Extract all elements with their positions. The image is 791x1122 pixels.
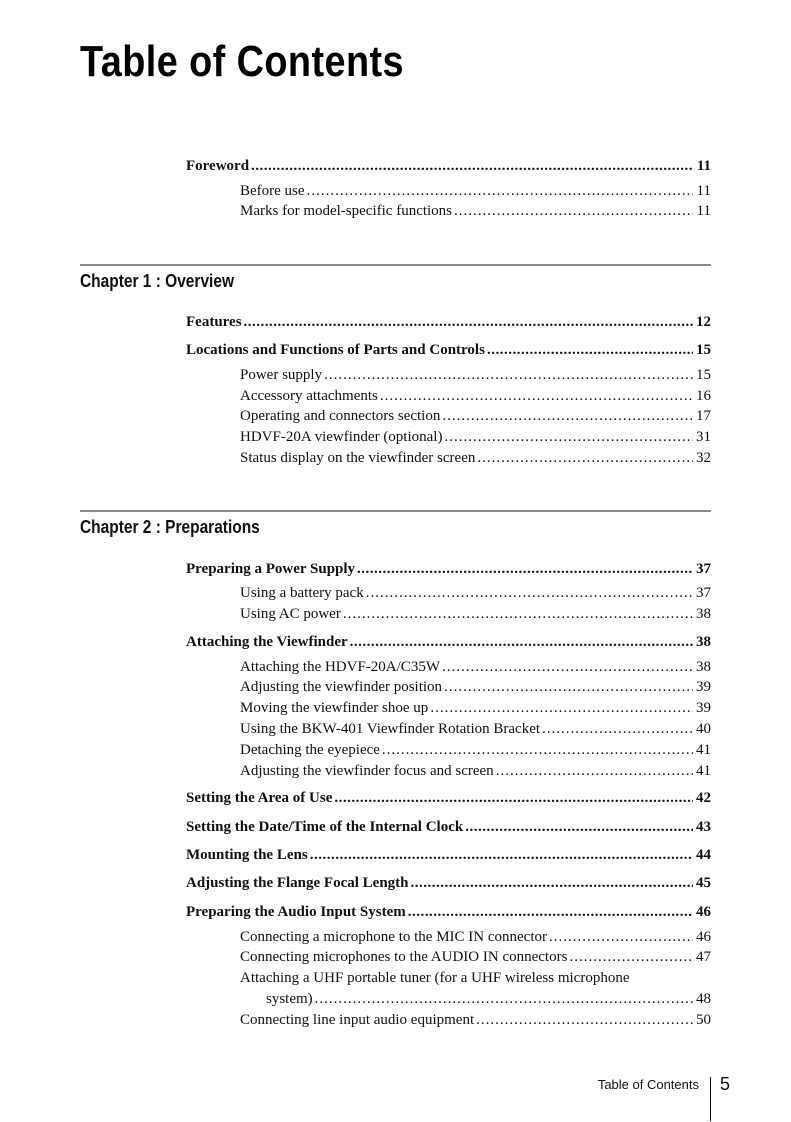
toc-page-number: 41 <box>696 763 711 779</box>
toc-entry-title: Attaching the Viewfinder <box>186 634 348 650</box>
toc-entry-before-use[interactable] <box>240 182 711 200</box>
toc-entry-attach-viewfinder[interactable] <box>186 633 711 651</box>
dot-leader <box>465 818 693 836</box>
dot-leader <box>357 560 693 578</box>
toc-entry-title: HDVF-20A viewfinder (optional) <box>240 429 443 445</box>
toc-entry-ac-power[interactable] <box>240 605 711 623</box>
toc-page-number: 44 <box>696 847 711 863</box>
footer-label: Table of Contents <box>597 1077 699 1092</box>
toc-page-number: 46 <box>696 904 711 920</box>
toc-entry-hdvf[interactable] <box>240 428 711 446</box>
toc-page-number: 39 <box>696 679 711 695</box>
toc-entry-title: Using a battery pack <box>240 585 364 601</box>
toc-entry-battery[interactable] <box>240 584 711 602</box>
toc-page-number: 42 <box>696 790 711 806</box>
toc-entry-title: Adjusting the Flange Focal Length <box>186 875 409 891</box>
toc-entry-title: Adjusting the viewfinder focus and screen <box>240 763 494 779</box>
dot-leader <box>310 846 693 864</box>
toc-entry-foreword[interactable] <box>186 157 711 175</box>
toc-entry-uhf-line1[interactable]: Attaching a UHF portable tuner (for a UHF wireless microphone <box>240 970 630 986</box>
chapter-divider <box>80 264 711 266</box>
dot-leader <box>454 202 693 220</box>
dot-leader <box>343 605 693 623</box>
toc-page-number: 11 <box>696 183 711 199</box>
toc-page-number: 50 <box>696 1012 711 1028</box>
toc-page-number: 15 <box>696 342 711 358</box>
dot-leader <box>366 584 693 602</box>
toc-page-number: 39 <box>696 700 711 716</box>
toc-entry-title: Connecting line input audio equipment <box>240 1012 475 1028</box>
toc-page-number: 38 <box>696 606 711 622</box>
toc-entry-title: Mounting the Lens <box>186 847 308 863</box>
toc-entry-power-supply-prep[interactable] <box>186 560 711 578</box>
dot-leader <box>244 313 693 331</box>
toc-entry-area-of-use[interactable] <box>186 789 711 807</box>
toc-page-number: 16 <box>696 388 711 404</box>
toc-page-number: 41 <box>696 742 711 758</box>
dot-leader <box>382 741 693 759</box>
page-number: 5 <box>720 1074 731 1094</box>
toc-page-number: 11 <box>696 203 711 219</box>
toc-entry-title: Preparing a Power Supply <box>186 561 356 577</box>
dot-leader <box>549 928 693 946</box>
toc-page-number: 38 <box>696 659 711 675</box>
toc-page-number: 47 <box>696 949 711 965</box>
chapter-divider <box>80 510 711 512</box>
toc-entry-audio-input[interactable] <box>186 903 711 921</box>
chapter-2-title: Chapter 2 : Preparations <box>80 517 260 537</box>
dot-leader <box>324 366 693 384</box>
toc-entry-title: Attaching the HDVF-20A/C35W <box>240 659 440 675</box>
toc-page-number: 37 <box>696 585 711 601</box>
page-title: Table of Contents <box>80 37 405 86</box>
toc-entry-locations[interactable] <box>186 341 711 359</box>
toc-entry-title: Setting the Date/Time of the Internal Clock <box>186 819 464 835</box>
toc-entry-title: Adjusting the viewfinder position <box>240 679 443 695</box>
dot-leader <box>251 157 693 175</box>
toc-page-number: 46 <box>696 929 711 945</box>
dot-leader <box>442 658 693 676</box>
dot-leader <box>569 948 693 966</box>
chapter-1-title: Chapter 1 : Overview <box>80 271 235 291</box>
toc-entry-flange[interactable] <box>186 874 711 892</box>
toc-entry-title: Marks for model-specific functions <box>240 203 453 219</box>
dot-leader <box>487 341 693 359</box>
dot-leader <box>307 182 693 200</box>
toc-entry-features[interactable] <box>186 313 711 331</box>
dot-leader <box>444 428 693 446</box>
toc-entry-vf-shoe[interactable] <box>240 699 711 717</box>
toc-page-number: 15 <box>696 367 711 383</box>
dot-leader <box>496 762 693 780</box>
toc-entry-date-time[interactable] <box>186 818 711 836</box>
toc-entry-marks[interactable] <box>240 202 711 220</box>
toc-entry-eyepiece[interactable] <box>240 741 711 759</box>
toc-entry-title: Using AC power <box>240 606 341 622</box>
toc-entry-title: Status display on the viewfinder screen <box>240 450 476 466</box>
toc-entry-title: Setting the Area of Use <box>186 790 333 806</box>
toc-entry-bkw-401[interactable] <box>240 720 711 738</box>
toc-entry-power-supply[interactable] <box>240 366 711 384</box>
dot-leader <box>444 678 693 696</box>
toc-page-number: 38 <box>696 634 711 650</box>
toc-entry-audio-in[interactable] <box>240 948 711 966</box>
toc-page-number: 32 <box>696 450 711 466</box>
dot-leader <box>315 990 693 1008</box>
dot-leader <box>477 449 693 467</box>
dot-leader <box>430 699 693 717</box>
toc-entry-title: Before use <box>240 183 305 199</box>
toc-entry-mic-in[interactable] <box>240 928 711 946</box>
dot-leader <box>411 874 693 892</box>
toc-entry-title: Power supply <box>240 367 323 383</box>
toc-entry-operating[interactable] <box>240 407 711 425</box>
toc-entry-accessory[interactable] <box>240 387 711 405</box>
dot-leader <box>542 720 693 738</box>
toc-entry-lens[interactable] <box>186 846 711 864</box>
toc-entry-title: Features <box>186 314 242 330</box>
toc-entry-title: Accessory attachments <box>240 388 378 404</box>
dot-leader <box>350 633 693 651</box>
toc-entry-hdvf-c35w[interactable] <box>240 658 711 676</box>
toc-entry-line-input[interactable] <box>240 1011 711 1029</box>
toc-entry-uhf[interactable] <box>266 990 711 1008</box>
toc-entry-vf-position[interactable] <box>240 678 711 696</box>
toc-entry-title: Moving the viewfinder shoe up <box>240 700 429 716</box>
toc-entry-title: Foreword <box>186 158 250 174</box>
toc-page-number: 12 <box>696 314 711 330</box>
toc-entry-title: Connecting microphones to the AUDIO IN connectors <box>240 949 568 965</box>
toc-entry-title: Operating and connectors section <box>240 408 441 424</box>
toc-page-number: 43 <box>696 819 711 835</box>
dot-leader <box>408 903 693 921</box>
footer-divider <box>710 1077 711 1121</box>
toc-page-number: 11 <box>696 158 711 174</box>
toc-page-number: 48 <box>696 991 711 1007</box>
toc-entry-title: Detaching the eyepiece <box>240 742 380 758</box>
toc-page-number: 40 <box>696 721 711 737</box>
toc-entry-title: Using the BKW-401 Viewfinder Rotation Bracket <box>240 721 541 737</box>
dot-leader <box>334 789 693 807</box>
toc-entry-status-display[interactable] <box>240 449 711 467</box>
toc-entry-title: system) <box>266 991 313 1007</box>
toc-entry-title: Connecting a microphone to the MIC IN connector <box>240 929 548 945</box>
toc-page-number: 17 <box>696 408 711 424</box>
toc-page-number: 37 <box>696 561 711 577</box>
toc-page-number: 31 <box>696 429 711 445</box>
dot-leader <box>380 387 693 405</box>
dot-leader <box>476 1011 693 1029</box>
toc-entry-title: Preparing the Audio Input System <box>186 904 406 920</box>
dot-leader <box>442 407 693 425</box>
toc-entry-vf-focus[interactable] <box>240 762 711 780</box>
toc-entry-title: Locations and Functions of Parts and Controls <box>186 342 485 358</box>
toc-page-number: 45 <box>696 875 711 891</box>
